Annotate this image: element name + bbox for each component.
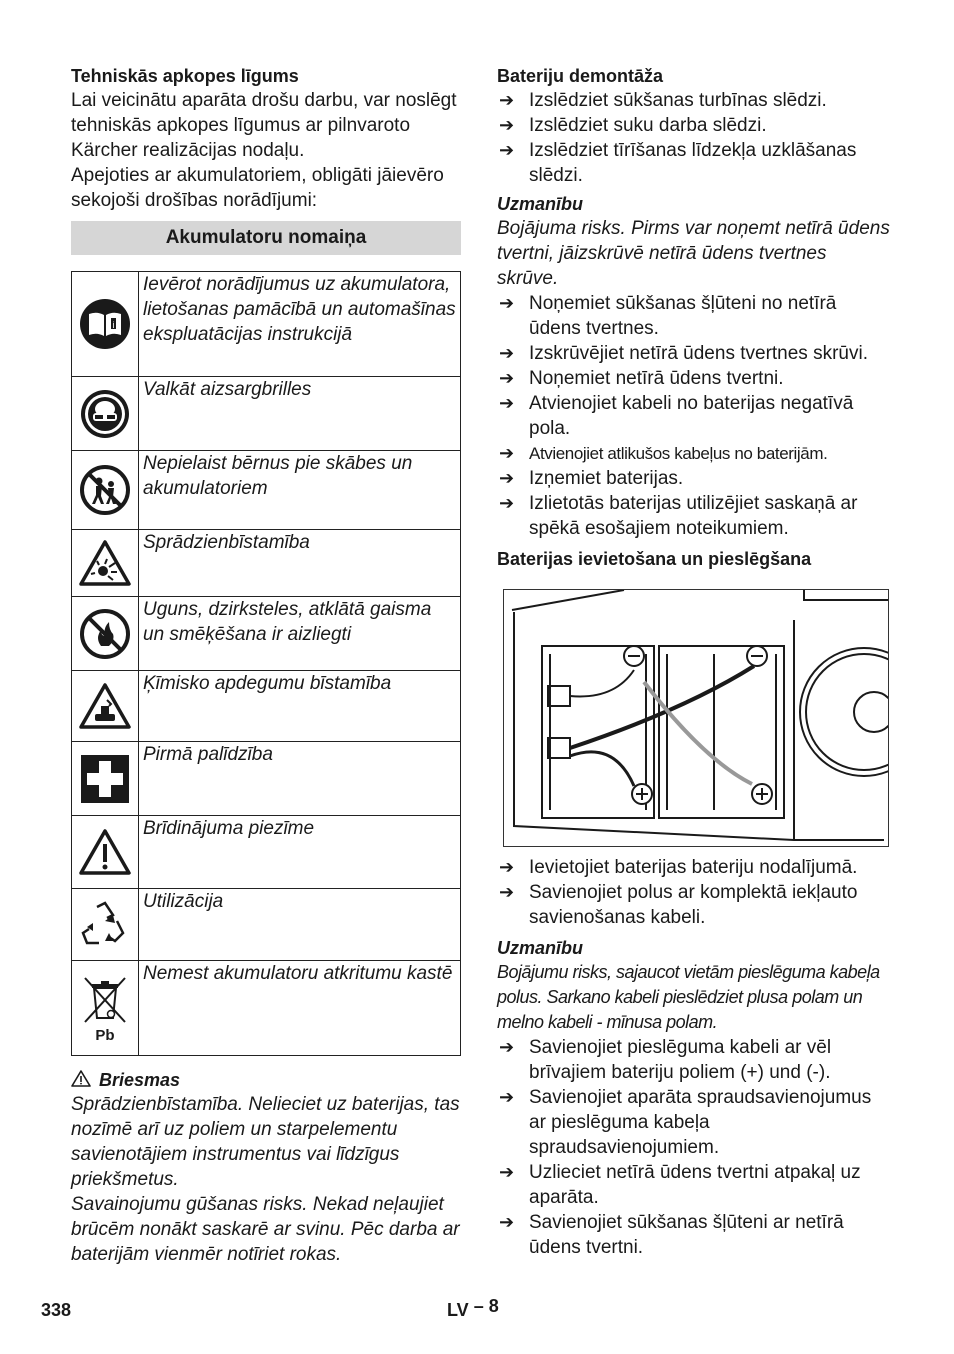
goggles-icon [72,377,139,451]
arrow-icon: ➔ [499,468,515,488]
danger-text-2: Savainojumu gūšanas risks. Nekad neļaujiet brūcēm nonākt saskarē ar svinu. Pēc darba ar baterijām vienmēr notīriet rokas. [71,1194,460,1265]
page-sub: – 8 [473,1296,499,1316]
removal-heading: Bateriju demontāža [497,66,664,86]
list-item: ➔ Savienojiet sūkšanas šļūteni ar netīrā ūdens tvertni. [499,1212,844,1258]
arrow-icon: ➔ [499,493,515,513]
symbol-row [72,961,461,1056]
maintenance-heading: Tehniskās apkopes līgums [71,66,299,86]
arrow-icon: ➔ [499,115,515,135]
install-heading: Baterijas ievietošana un pieslēgšana [497,549,812,569]
symbol-row [72,272,461,377]
caution-2-text: Bojājumu risks, sajaucot vietām pieslēguma kabeļa polus. Sarkano kabeli pieslēdziet plusa polam un melno kabeli - mīnusa polam. [497,962,880,1032]
list-item: ➔ Izlietotās baterijas utilizējiet saskaņā ar spēkā esošajiem noteikumiem. [499,493,858,539]
danger-heading: Briesmas [99,1070,181,1090]
install-steps-1 [497,855,890,930]
symbol-text: Sprādzienbīstamība [139,530,461,597]
symbol-text: Uguns, dzirksteles, atklātā gaisma un smēķēšana ir aizliegti [139,597,461,671]
arrow-icon: ➔ [499,857,515,877]
symbol-row [72,377,461,451]
list-item: ➔ Noņemiet sūkšanas šļūteni no netīrā ūdens tvertnes. [499,293,837,339]
arrow-icon: ➔ [499,1087,515,1107]
list-item: ➔ Izņemiet baterijas. [499,468,684,489]
arrow-icon: ➔ [499,140,515,160]
safety-symbols-table [71,271,461,1056]
arrow-icon: ➔ [499,368,515,388]
no-fire-icon [72,597,139,671]
symbol-row [72,816,461,889]
symbol-text: Pirmā palīdzība [139,742,461,816]
arrow-icon: ➔ [499,1212,515,1232]
no-bin-icon [72,961,139,1056]
symbol-row [72,451,461,530]
list-item: ➔ Atvienojiet kabeli no baterijas negatīvā pola. [499,393,854,439]
danger-text-1: Sprādzienbīstamība. Nelieciet uz baterijas, tas nozīmē arī uz poliem un starpelementu savienotājiem instrumentus vai līdzīgus priekšmetus. [71,1094,460,1190]
list-item: ➔ Izslēdziet suku darba slēdzi. [499,115,767,136]
list-item: ➔ Atvienojiet atlikušos kabeļus no baterijām. [497,441,890,466]
caution-1-text: Bojājuma risks. Pirms var noņemt netīrā ūdens tvertni, jāizskrūvē netīrā ūdens tvertnes skrūve. [497,218,890,289]
symbol-row [72,597,461,671]
batteries-text: Apejoties ar akumulatoriem, obligāti jāievēro sekojoši drošības norādījumi: [71,165,444,211]
arrow-icon: ➔ [499,443,514,463]
warning-icon [72,816,139,889]
list-item: ➔ Savienojiet polus ar komplektā iekļauto savienošanas kabeli. [499,882,858,928]
symbol-row [72,889,461,961]
symbol-text: Nemest akumulatoru atkritumu kastē [139,961,461,1056]
symbol-text: Brīdinājuma piezīme [139,816,461,889]
svg-text:i: i [112,320,115,330]
battery-diagram [503,589,889,847]
arrow-icon: ➔ [499,393,515,413]
list-item: ➔ Noņemiet netīrā ūdens tvertni. [499,368,784,389]
footer-language: LV – 8 [447,1296,499,1320]
warning-icon [71,1070,91,1087]
chemical-burn-icon [72,671,139,742]
caution-1-heading: Uzmanību [497,194,584,214]
list-item: ➔ Izslēdziet sūkšanas turbīnas slēdzi. [499,90,827,111]
arrow-icon: ➔ [499,90,515,110]
list-item: ➔ Savienojiet pieslēguma kabeli ar vēl brīvajiem bateriju poliem (+) und (-). [499,1037,832,1083]
symbol-row [72,530,461,597]
section-bar-battery-replacement: Akumulatoru nomaiņa [71,221,461,255]
arrow-icon: ➔ [499,343,515,363]
symbol-text: Valkāt aizsargbrilles [139,377,461,451]
arrow-icon: ➔ [499,882,515,902]
recycle-icon [72,889,139,961]
maintenance-text: Lai veicinātu aparāta drošu darbu, var noslēgt tehniskās apkopes līgumus ar pilnvaroto Kärcher realizācijas nodaļu. [71,90,457,161]
list-item: ➔ Uzlieciet netīrā ūdens tvertni atpakaļ uz aparāta. [499,1162,861,1208]
arrow-icon: ➔ [499,293,515,313]
first-aid-icon [72,742,139,816]
right-column [497,64,890,1260]
manual-icon [72,272,139,377]
removal-steps-1 [497,88,890,188]
danger-heading-row [71,1068,461,1092]
symbol-row [72,671,461,742]
caution-2-heading: Uzmanību [497,938,584,958]
list-item: ➔ Izskrūvējiet netīrā ūdens tvertnes skrūvi. [499,343,868,364]
symbol-text: Utilizācija [139,889,461,961]
list-item: ➔ Savienojiet aparāta spraudsavienojumus ar pieslēguma kabeļa spraudsavienojumiem. [499,1087,872,1158]
danger-block [71,1068,461,1267]
symbol-text: Ķīmisko apdegumu bīstamība [139,671,461,742]
symbol-text: Nepielaist bērnus pie skābes un akumulatoriem [139,451,461,530]
left-column [71,64,461,1267]
arrow-icon: ➔ [499,1037,515,1057]
page-number: 338 [41,1300,72,1320]
pb-label: Pb [95,1027,115,1044]
explosion-icon [72,530,139,597]
list-item: ➔ Izslēdziet tīrīšanas līdzekļa uzklāšanas slēdzi. [499,140,857,186]
removal-steps-2 [497,291,890,541]
list-item: ➔ Ievietojiet baterijas bateriju nodalījumā. [499,857,858,878]
symbol-row [72,742,461,816]
arrow-icon: ➔ [499,1162,515,1182]
install-steps-2 [497,1035,890,1260]
symbol-text: Ievērot norādījumus uz akumulatora, lietošanas pamācībā un automašīnas ekspluatācijas instrukcijā [139,272,461,377]
no-children-icon [72,451,139,530]
